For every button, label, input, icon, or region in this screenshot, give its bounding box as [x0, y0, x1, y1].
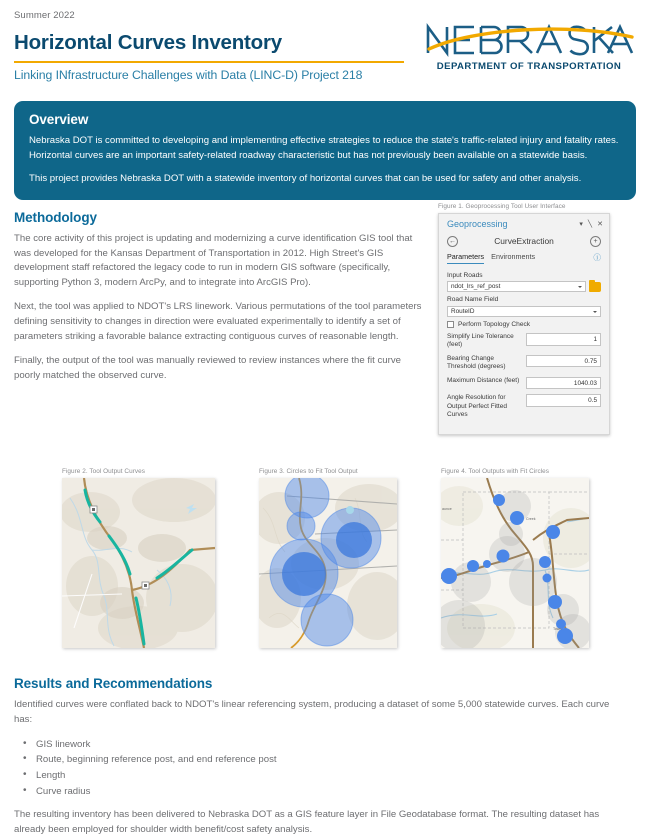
results-paragraph-2: The resulting inventory has been delivered to Nebraska DOT as a GIS feature layer in File Geodatabase format. The resulting dataset has already been employed for shoulder width benefit/cost safety analysis.: [14, 809, 600, 835]
results-paragraph-1: Identified curves were conflated back to NDOT's linear referencing system, producing a dataset of some 5,000 statewide curves. Each curve has:: [14, 699, 610, 725]
angle-resolution-label: Angle Resolution for Output Perfect Fitted Curves: [447, 394, 507, 419]
body-area: [0, 202, 650, 419]
angle-resolution-input[interactable]: 0.5: [526, 394, 601, 407]
figure-3: [259, 468, 397, 648]
svg-text:aunce: aunce: [442, 507, 452, 511]
tool-header: [439, 233, 609, 252]
figure-4-map: [441, 478, 589, 648]
results-section: [14, 676, 628, 839]
svg-text:Creek: Creek: [526, 517, 536, 521]
bearing-change-threshold-input[interactable]: 0.75: [526, 355, 601, 368]
overview-paragraph-2: This project provides Nebraska DOT with a statewide inventory of horizontal curves that can be used for safety and other analysis.: [29, 172, 582, 184]
nebraska-dot-logo: [422, 21, 636, 72]
maximum-distance-label: Maximum Distance (feet): [447, 376, 520, 384]
chevron-down-icon[interactable]: ▾: [579, 220, 583, 228]
geoprocessing-tabs: [439, 252, 609, 267]
document-header: [0, 0, 650, 95]
param-simplify-line-tolerance: [447, 333, 601, 350]
param-bearing-change-threshold: [447, 355, 601, 372]
title-block: [14, 32, 414, 82]
geoprocessing-titlebar: [439, 214, 609, 233]
panel-controls: [579, 220, 603, 228]
param-angle-resolution: [447, 394, 601, 419]
figure-4-caption: Figure 4. Tool Outputs with Fit Circles: [441, 468, 550, 475]
results-heading: Results and Recommendations: [14, 676, 213, 691]
methodology-paragraph-2: Next, the tool was applied to NDOT's LRS linework. Various permutations of the tool parameters defining sensitivity to changes in direction were evaluated experimentally to identify a set of parameters striking a favorable balance extracting contiguous curves of reasonable length.: [14, 301, 422, 343]
field-input-roads: [447, 272, 601, 293]
figure-1-caption: Figure 1. Geoprocessing Tool User Interface: [438, 202, 566, 210]
overview-banner: [14, 101, 636, 200]
tab-parameters[interactable]: Parameters: [447, 252, 484, 264]
tool-name: CurveExtraction: [494, 236, 554, 247]
results-bullet-list: [14, 737, 628, 799]
geoprocessing-parameters-body: [439, 267, 609, 434]
chevron-down-icon: [593, 311, 597, 313]
nebraska-logo-icon: [422, 21, 636, 59]
methodology-paragraph-3: Finally, the output of the tool was manually reviewed to review instances where the fit curve poorly matched the observed curve.: [14, 355, 401, 382]
methodology-paragraph-1: The core activity of this project is updating and modernizing a curve identification GIS tool that was developed for the Kansas Department of Transportation in 2012. High Street's GIS development staff refactored the legacy code to run in modern GIS software (specifically, supporting Python 3, modern ArcPy, and to integrate into ArcGIS Pro).: [14, 232, 413, 289]
list-item: • Curve radius: [14, 784, 628, 800]
list-item: • Route, beginning reference post, and end reference post: [14, 752, 628, 768]
figure-3-caption: Figure 3. Circles to Fit Tool Output: [259, 468, 358, 475]
logo-subtitle: DEPARTMENT OF TRANSPORTATION: [436, 61, 622, 72]
plus-circle-icon[interactable]: +: [590, 236, 601, 247]
bearing-change-threshold-label: Bearing Change Threshold (degrees): [447, 354, 506, 371]
tool-output-curves-map: [62, 478, 215, 648]
maximum-distance-input[interactable]: 1040.03: [526, 377, 601, 390]
logo-wordmark: [422, 21, 636, 59]
road-name-field-label: Road Name Field: [447, 296, 499, 304]
figure-2-map: [62, 478, 215, 648]
road-name-field-combo[interactable]: RouteID: [447, 306, 601, 317]
title-underline-rule: [14, 61, 404, 63]
overview-paragraph-1: Nebraska DOT is committed to developing and implementing effective strategies to reduce the state's traffic-related injury and fatality rates. Horizontal curves are an important safety-related roadway characteristic but has not previously been available on a statewide basis.: [29, 135, 619, 161]
input-roads-combo[interactable]: ndot_lrs_ref_post: [447, 281, 586, 292]
figure-2: [62, 468, 215, 648]
list-item: • Length: [14, 768, 628, 784]
back-arrow-icon[interactable]: ←: [449, 237, 456, 245]
circles-to-fit-output-map: [259, 478, 397, 648]
browse-folder-icon[interactable]: [589, 282, 601, 292]
methodology-heading: Methodology: [14, 209, 97, 225]
page-title: Horizontal Curves Inventory: [14, 31, 282, 54]
svg-text:Town: Town: [553, 627, 562, 631]
param-maximum-distance: [447, 377, 601, 390]
geoprocessing-panel: [438, 213, 610, 435]
simplify-line-tolerance-label: Simplify Line Tolerance (feet): [447, 333, 514, 349]
perform-topology-check-row[interactable]: [447, 321, 601, 328]
chevron-down-icon: [578, 286, 582, 288]
topology-check-label: Perform Topology Check: [458, 321, 531, 329]
tool-outputs-with-fit-circles-map: [441, 478, 589, 648]
figure-4: [441, 468, 589, 648]
close-icon[interactable]: ✕: [597, 220, 603, 228]
list-item: • GIS linework: [14, 737, 628, 753]
figure-1: [438, 203, 614, 435]
tab-environments[interactable]: Environments: [491, 252, 536, 262]
geoprocessing-panel-title: Geoprocessing: [447, 218, 508, 229]
figure-2-caption: Figure 2. Tool Output Curves: [62, 468, 145, 475]
issue-date: Summer 2022: [14, 10, 75, 21]
help-icon[interactable]: ⓘ: [593, 253, 601, 263]
simplify-line-tolerance-input[interactable]: 1: [526, 333, 601, 346]
figures-row: [14, 468, 636, 648]
figure-3-map: [259, 478, 397, 648]
overview-heading: Overview: [29, 112, 89, 127]
methodology-section: [14, 210, 422, 385]
pin-icon[interactable]: ╲: [587, 220, 593, 228]
page-subtitle: Linking INfrastructure Challenges with Data (LINC-D) Project 218: [14, 67, 363, 82]
topology-check-checkbox[interactable]: [447, 321, 454, 328]
input-roads-label: Input Roads: [447, 271, 483, 279]
field-road-name: [447, 296, 601, 317]
